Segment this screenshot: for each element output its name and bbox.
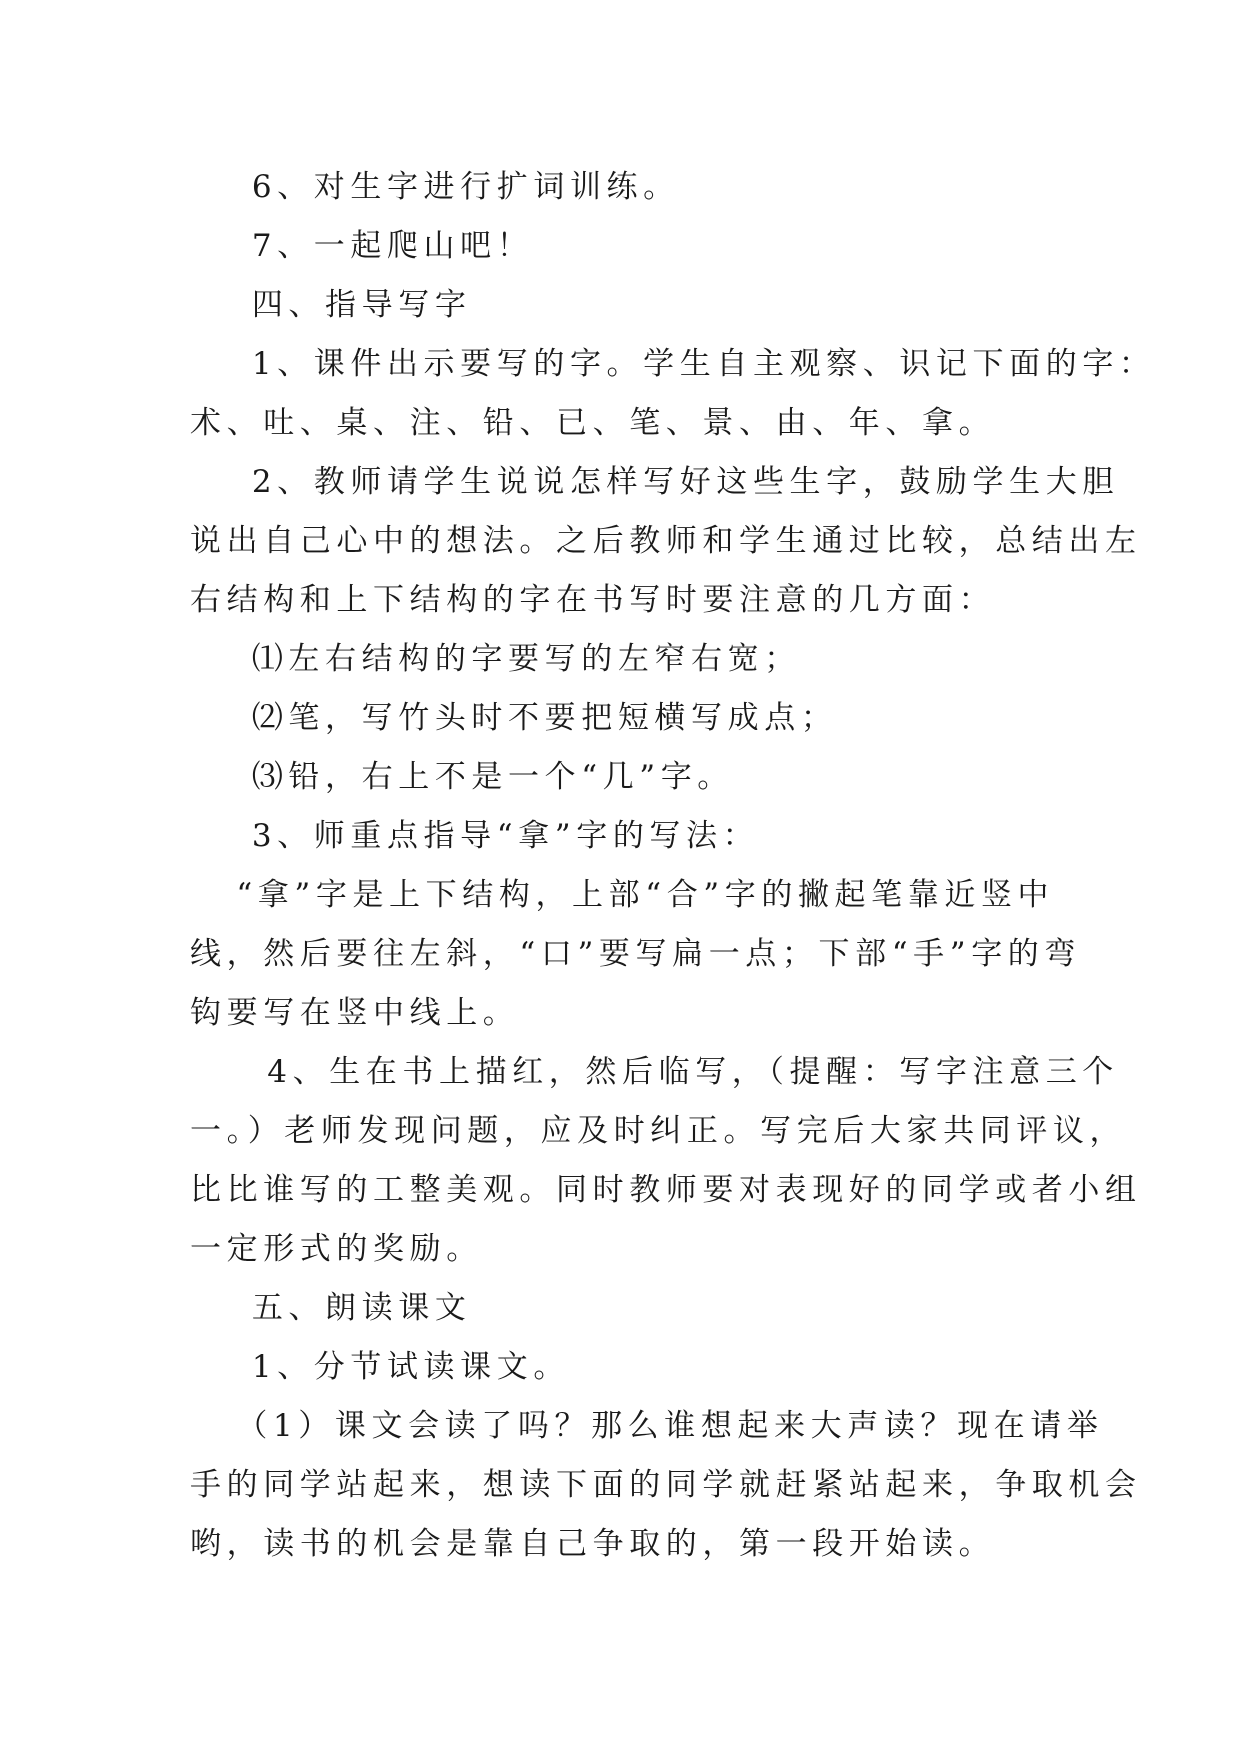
text-line: 手的同学站起来，想读下面的同学就赶紧站起来，争取机会 [190, 1467, 1142, 1503]
section-heading: 四、指导写字 [190, 287, 472, 323]
text-line: 说出自己心中的想法。之后教师和学生通过比较，总结出左 [190, 523, 1142, 559]
text-line: （1）课文会读了吗？那么谁想起来大声读？现在请举 [190, 1408, 1104, 1444]
text-line: 线，然后要往左斜，“口”要写扁一点；下部“手”字的弯 [190, 936, 1081, 972]
section-heading: 五、朗读课文 [190, 1290, 472, 1326]
text-line: 6、对生字进行扩词训练。 [190, 169, 680, 205]
text-line: 一定形式的奖励。 [190, 1231, 483, 1267]
text-line: 右结构和上下结构的字在书写时要注意的几方面： [190, 582, 996, 618]
text-line: 7、一起爬山吧！ [190, 228, 534, 264]
text-line: 哟，读书的机会是靠自己争取的，第一段开始读。 [190, 1526, 996, 1562]
text-line: 一。）老师发现问题，应及时纠正。写完后大家共同评议， [190, 1113, 1127, 1149]
text-line: 1、课件出示要写的字。学生自主观察、识记下面的字： [190, 346, 1156, 382]
document-body [190, 158, 1156, 1574]
text-line: 比比谁写的工整美观。同时教师要对表现好的同学或者小组 [190, 1172, 1142, 1208]
text-line: ⑶铅，右上不是一个“几”字。 [190, 759, 734, 795]
text-line: 3、师重点指导“拿”字的写法： [190, 818, 760, 854]
text-line: 1、分节试读课文。 [190, 1349, 570, 1385]
text-line: ⑵笔，写竹头时不要把短横写成点； [190, 700, 838, 736]
text-line: “拿”字是上下结构，上部“合”字的撇起笔靠近竖中 [190, 877, 1055, 913]
text-line: ⑴左右结构的字要写的左窄右宽； [190, 641, 801, 677]
text-line: 4、生在书上描红，然后临写，（提醒：写字注意三个 [190, 1054, 1119, 1090]
text-line: 术、吐、桌、注、铅、已、笔、景、由、年、拿。 [190, 405, 996, 441]
text-line: 钩要写在竖中线上。 [190, 995, 520, 1031]
text-line: 2、教师请学生说说怎样写好这些生字，鼓励学生大胆 [190, 464, 1119, 500]
